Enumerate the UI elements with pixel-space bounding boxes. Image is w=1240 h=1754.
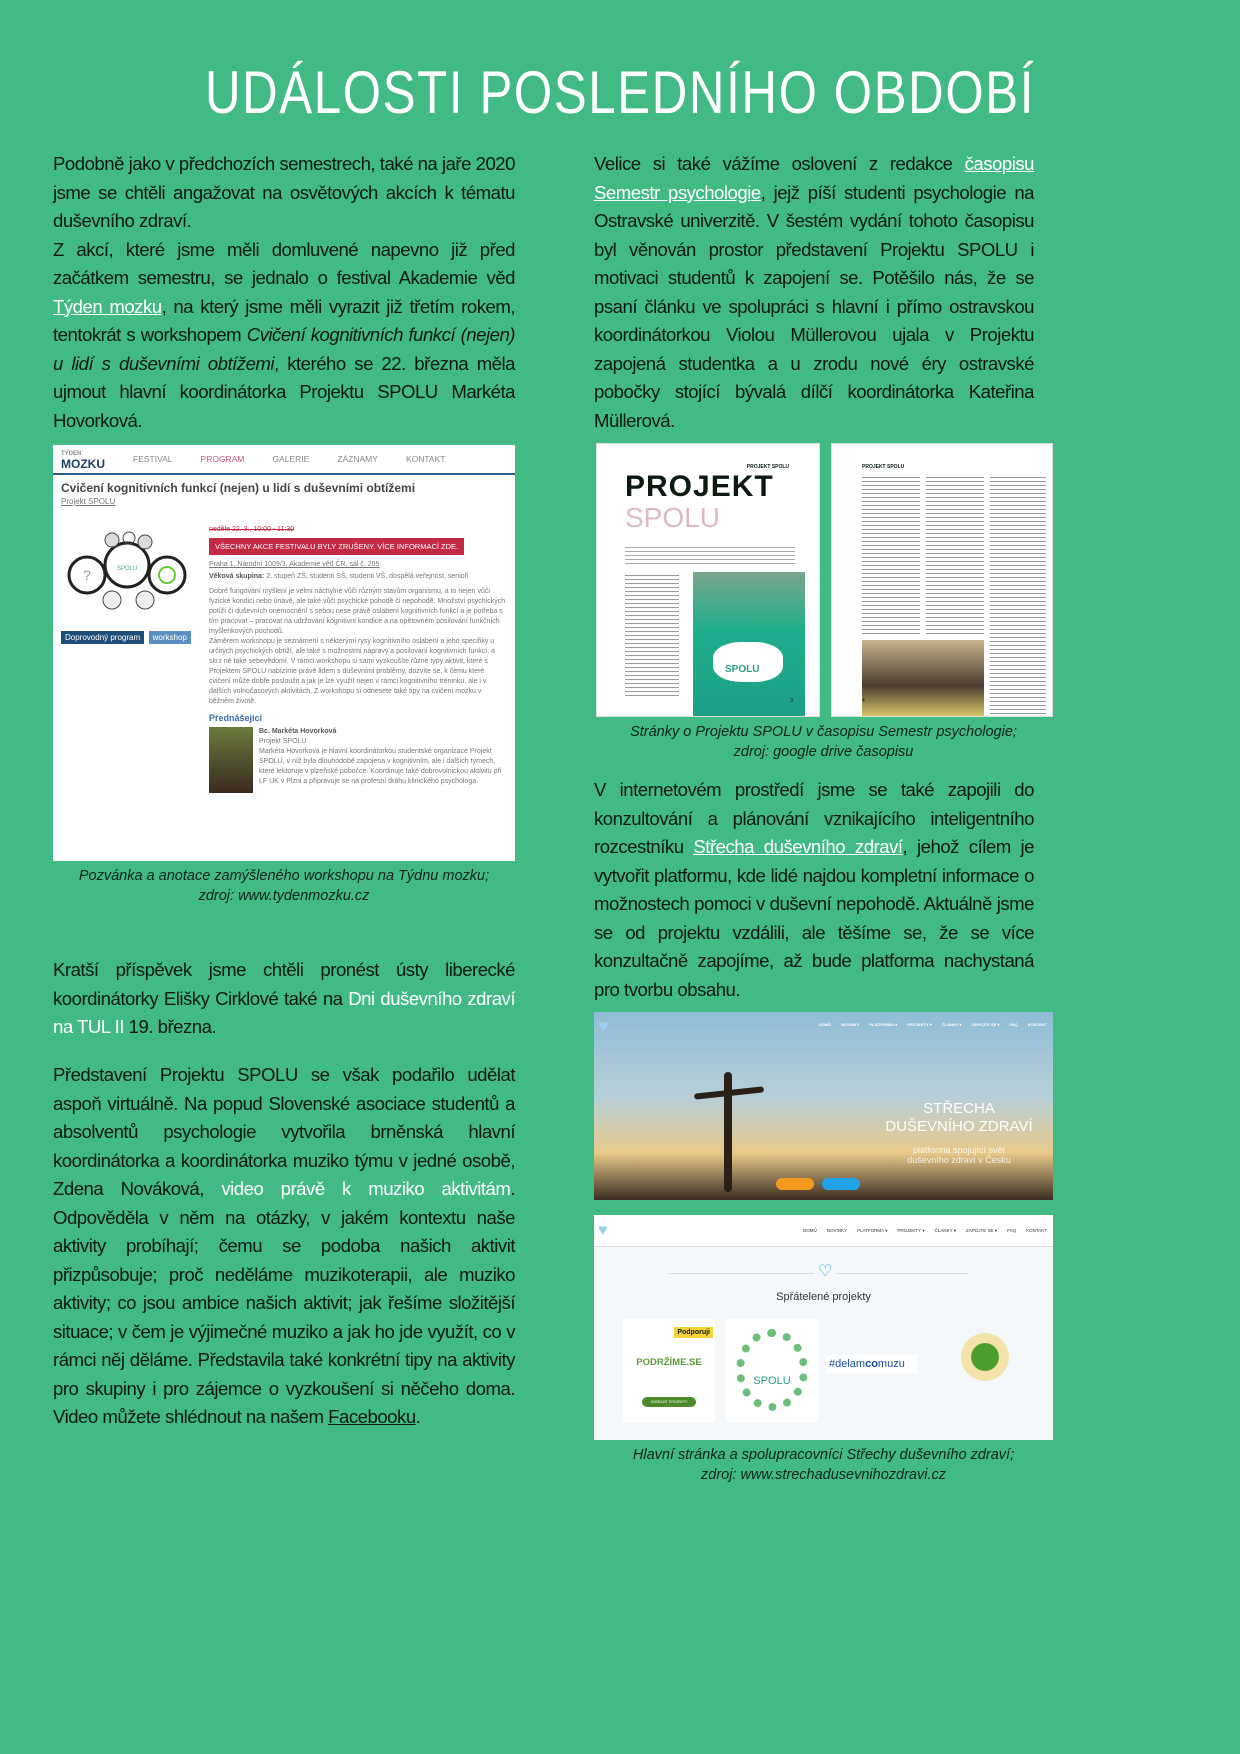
nav-item: PROGRAM xyxy=(200,454,245,464)
age-value: 2. stupeň ZŠ, studenti SŠ, studenti VŠ, dospělá veřejnost, senioři xyxy=(264,573,469,580)
page-number: 4 xyxy=(862,698,865,704)
magazine-photo xyxy=(862,640,984,716)
video-paragraph xyxy=(53,1061,515,1432)
text: Podobně jako v předchozích semestrech, také na jaře 2020 jsme se chtěli angažovat na osvětových akcích k tématu duševního zdraví. xyxy=(53,153,515,231)
partner-podrzime: Podporuji PODRŽÍME.SE ZOBRAZIT PROJEKTY xyxy=(623,1319,715,1422)
text: . xyxy=(415,1406,421,1427)
strecha-link[interactable]: Střecha duševního zdraví xyxy=(693,836,903,857)
facebook-link[interactable]: Facebooku xyxy=(328,1406,416,1427)
event-org: Projekt SPOLU xyxy=(61,497,116,506)
nav-item: ZAPOJTE SE ▾ xyxy=(971,1022,1000,1027)
speaker-name: Bc. Markéta Hovorková xyxy=(259,728,337,735)
text: Z akcí, které jsme měli domluvené napevno již před začátkem semestru, se jednalo o festival Akademie věd xyxy=(53,238,515,288)
nav-item: PLATFORMA ▾ xyxy=(869,1022,898,1027)
tag-doprovodny-program: Doprovodný program xyxy=(61,631,144,644)
nav-item: PROJEKTY ▾ xyxy=(897,1227,925,1233)
semestr-psychologie-link[interactable]: časopisu Semestr psychologie xyxy=(594,153,1034,203)
semestr-paragraph xyxy=(594,150,1034,435)
video-link[interactable]: video právě k muziko aktivitám xyxy=(221,1178,511,1199)
svg-text:?: ? xyxy=(83,567,91,583)
cancel-banner: VŠECHNY AKCE FESTIVALU BYLY ZRUŠENY. VÍCE INFORMACÍ ZDE. xyxy=(209,538,464,555)
caption-semestr: Stránky o Projektu SPOLU v časopisu Semestr psychologie; zdroj: google drive časopisu xyxy=(630,724,1017,760)
tag-workshop: workshop xyxy=(149,631,191,644)
dni-dusevniho-zdravi-link[interactable]: Dni duševního zdraví na TUL II xyxy=(53,987,515,1037)
text: , jejž píší studenti psychologie na Ostravské univerzitě. V šestém vydání tohoto časopisu byl věnován prostor představení Projektu SPOLU i motivaci studentů k zapojení se. Potěšilo nás, že se psaní článku ve spolupráci s hlavní i přímo ostravskou koordinátorkou Violou Müllerovou ujala v Projektu zapojená studentka a u zrodu nové éry ostravské pobočky stojící bývalá dílčí koordinátorka Kateřina Müllerová. xyxy=(594,181,1034,431)
caption-strecha: Hlavní stránka a spolupracovníci Střechy duševního zdraví; zdroj: www.strechadusevnihozdravi.cz xyxy=(632,1447,1015,1483)
partner-spolu: SPOLU xyxy=(726,1319,818,1422)
nav-item: KONTAKT xyxy=(1026,1228,1047,1233)
magazine-page-right xyxy=(831,443,1053,717)
nav-item: ČLÁNKY ▾ xyxy=(941,1022,962,1027)
speaker-photo xyxy=(209,727,253,793)
site-nav xyxy=(53,445,515,475)
site-logo: TÝDEN MOZKU xyxy=(61,451,105,471)
hero-button-blue xyxy=(822,1178,860,1190)
workshop-title: Cvičení kognitivních funkcí (nejen) u lidí s duševními obtížemi xyxy=(53,324,515,374)
text: Kratší příspěvek jsme chtěli pronést ústy liberecké koordinátorky Elišky Cirklové také na xyxy=(53,959,515,1009)
nav-item: NOVINKY xyxy=(826,1228,847,1233)
heart-logo-icon: ♥ xyxy=(598,1016,609,1036)
text: , na který jsme měli vyrazit již třetím rokem, tentokrát s workshopem xyxy=(53,295,515,345)
magazine-body-text xyxy=(625,572,679,698)
magazine-spolu-illustration xyxy=(693,572,805,717)
magazine-lead-text xyxy=(625,544,795,566)
nav-item: NOVINKY xyxy=(841,1022,860,1027)
event-place: Praha 1, Národní 1009/3, Akademie věd ČR, sál č. 205 xyxy=(209,561,380,568)
heart-logo-icon: ♥ xyxy=(598,1221,608,1239)
text: Velice si také vážíme oslovení z redakce xyxy=(594,153,965,174)
nav-item: FAQ xyxy=(1007,1228,1017,1233)
text: , jehož cílem je vytvořit platformu, kde lidé najdou kompletní informace o možnostech pomoci v duševní nepohodě. Aktuálně jsme se od projektu vzdálili, ale těšíme se, že se více konzultačně zapojíme, až bude platforma nachystaná pro tvorbu obsahu. xyxy=(594,836,1034,1000)
hero-title: DUŠEVNÍHO ZDRAVÍ xyxy=(885,1118,1033,1135)
text: V internetovém prostředí jsme se také zapojili do konzultování a plánování vznikajícího inteligentního rozcestníku xyxy=(594,779,1034,857)
svg-text:SPOLU: SPOLU xyxy=(117,566,138,572)
nav-item: ZAPOJTE SE ▾ xyxy=(966,1227,998,1233)
spolu-logo-text: SPOLU xyxy=(725,664,760,675)
event-description: Dobré fungování myšlení je velmi náchylné vůči různým stavům organismu, a to nejen vůči fyzické kondici nebo únavě, ale také vůči psychické pohodě či nepohodě. Množství psychických potíží či duševních onemocnění s sebou nese právě oslabení kognitivních funkcí a je potřeba s tím pracovat – pracovat na udržování kognitivní kondice a na opětovném posilování funkčních myšlenkových pochodů. Záměrem workshopu je seznámení s některými rysy kognitivního oslabení a jeho specifiky u určitých psychických obtíží, ale také s možnostmi nápravy a posilování kognitivních funkcí, a skrz ně také sebevědomí. V rámci workshopu si sami vyzkoušíte různé typy aktivit, které s Projektem SPOLU nabízíme právě lidem s duševními problémy, dozvíte se, k čemu které cvičení může dobře posloužit a jak je lze využít nejen v rámci kognitivního tréninku, ale i v dalších volnočasových aktivitách. Z workshopu si odnesete také tipy na cvičení mozku v běžném životě. xyxy=(209,588,506,705)
strecha-hero-screenshot xyxy=(594,1012,1053,1200)
caption-tydenmozku: Pozvánka a anotace zamýšleného workshopu na Týdnu mozku; zdroj: www.tydenmozku.cz xyxy=(78,868,490,904)
speaker-org: Projekt SPOLU xyxy=(259,738,307,745)
strecha-paragraph xyxy=(594,776,1034,1004)
strecha-partners-screenshot xyxy=(594,1215,1053,1440)
hero-title: STŘECHA xyxy=(923,1100,995,1117)
magazine-subtitle: SPOLU xyxy=(625,502,720,533)
event-heading: Cvičení kognitivních funkcí (nejen) u lidí s duševními obtížemi xyxy=(61,481,416,495)
nav-item: ZÁZNAMY xyxy=(337,454,378,464)
speakers-heading: Přednášející xyxy=(209,713,263,723)
text: , kterého se 22. března měla ujmout hlavní koordinátorka Projektu SPOLU Markéta Hovorková. xyxy=(53,352,515,431)
text: . Odpověděla v něm na otázky, v jakém kontextu naše aktivity probíhají; čemu se podoba našich aktivit přizpůsobuje; proč neděláme muzikoterapii, ale muziko aktivity; co jsou ambice našich aktivit; jak řešíme složitější situace; v čem je výjimečné muziko a jak ho jde využít, co v rámci něj děláme. Představila také konkrétní tipy na aktivity pro skupiny i pro zájemce o vyzkoušení si něčeho doma. Video můžete shlédnout na našem xyxy=(53,1178,515,1427)
page-number: 3 xyxy=(790,698,793,704)
nav-item: FAQ xyxy=(1009,1022,1018,1027)
magazine-title: PROJEKT xyxy=(625,470,774,503)
nav-item: DOMŮ xyxy=(802,1228,817,1233)
magazine-header: PROJEKT SPOLU xyxy=(862,464,905,470)
nav-item: FESTIVAL xyxy=(133,454,173,464)
nav-item: PLATFORMA ▾ xyxy=(856,1227,888,1233)
nav-item: GALERIE xyxy=(272,454,310,464)
hero-button-orange xyxy=(776,1178,814,1190)
age-label: Věková skupina: xyxy=(209,573,265,580)
heads-illustration xyxy=(67,530,187,620)
nav-item: KONTAKT xyxy=(405,454,446,464)
tydenmozku-screenshot xyxy=(53,445,515,861)
event-date: neděle 22. 3., 10:00 - 11:30 xyxy=(209,526,295,533)
text: Představení Projektu SPOLU se však podařilo udělat aspoň virtuálně. Na popud Slovenské asociace studentů a absolventů psychologie vytvořila brněnská hlavní koordinátorka a koordinátorka muziko týmu v jedné osobě, Zdena Nováková, xyxy=(53,1064,515,1199)
text: 19. března. xyxy=(123,1016,217,1037)
nav-item: DOMŮ xyxy=(818,1022,832,1027)
nav-item: KONTAKT xyxy=(1027,1022,1047,1027)
nav-item: PROJEKTY ▾ xyxy=(907,1022,932,1027)
magazine-page-left xyxy=(596,443,820,717)
nav-item: ČLÁNKY ▾ xyxy=(934,1227,957,1233)
partner-delamcomuzu: #delamcomuzu xyxy=(826,1355,918,1373)
heart-icon: ♡ xyxy=(814,1261,836,1281)
partner-leaf-logo xyxy=(961,1333,1009,1381)
magazine-header: PROJEKT SPOLU xyxy=(746,464,789,470)
tyden-mozku-link[interactable]: Týden mozku xyxy=(53,295,162,317)
tul-paragraph xyxy=(53,956,515,1042)
section-title: Spřátelené projekty xyxy=(776,1291,871,1303)
page-title: UDÁLOSTI POSLEDNÍHO OBDOBÍ xyxy=(204,59,1036,126)
speaker-bio: Markéta Hovorková je hlavní koordinátorkou studentské organizace Projekt SPOLU, v níž byla dlouhodobě zapojena v kognitivním, ale i dalších týmech, které lektoruje v plzeňské pobočce. Koordinuje také dobrovolnickou aktivitu při LF UK v Plzni a připravuje se na profesní dráhu klinického psychologa. xyxy=(259,748,502,785)
intro-paragraph xyxy=(53,150,515,435)
hero-subtitle: platforma spojující svět duševního zdraví v Česku xyxy=(907,1145,1011,1165)
